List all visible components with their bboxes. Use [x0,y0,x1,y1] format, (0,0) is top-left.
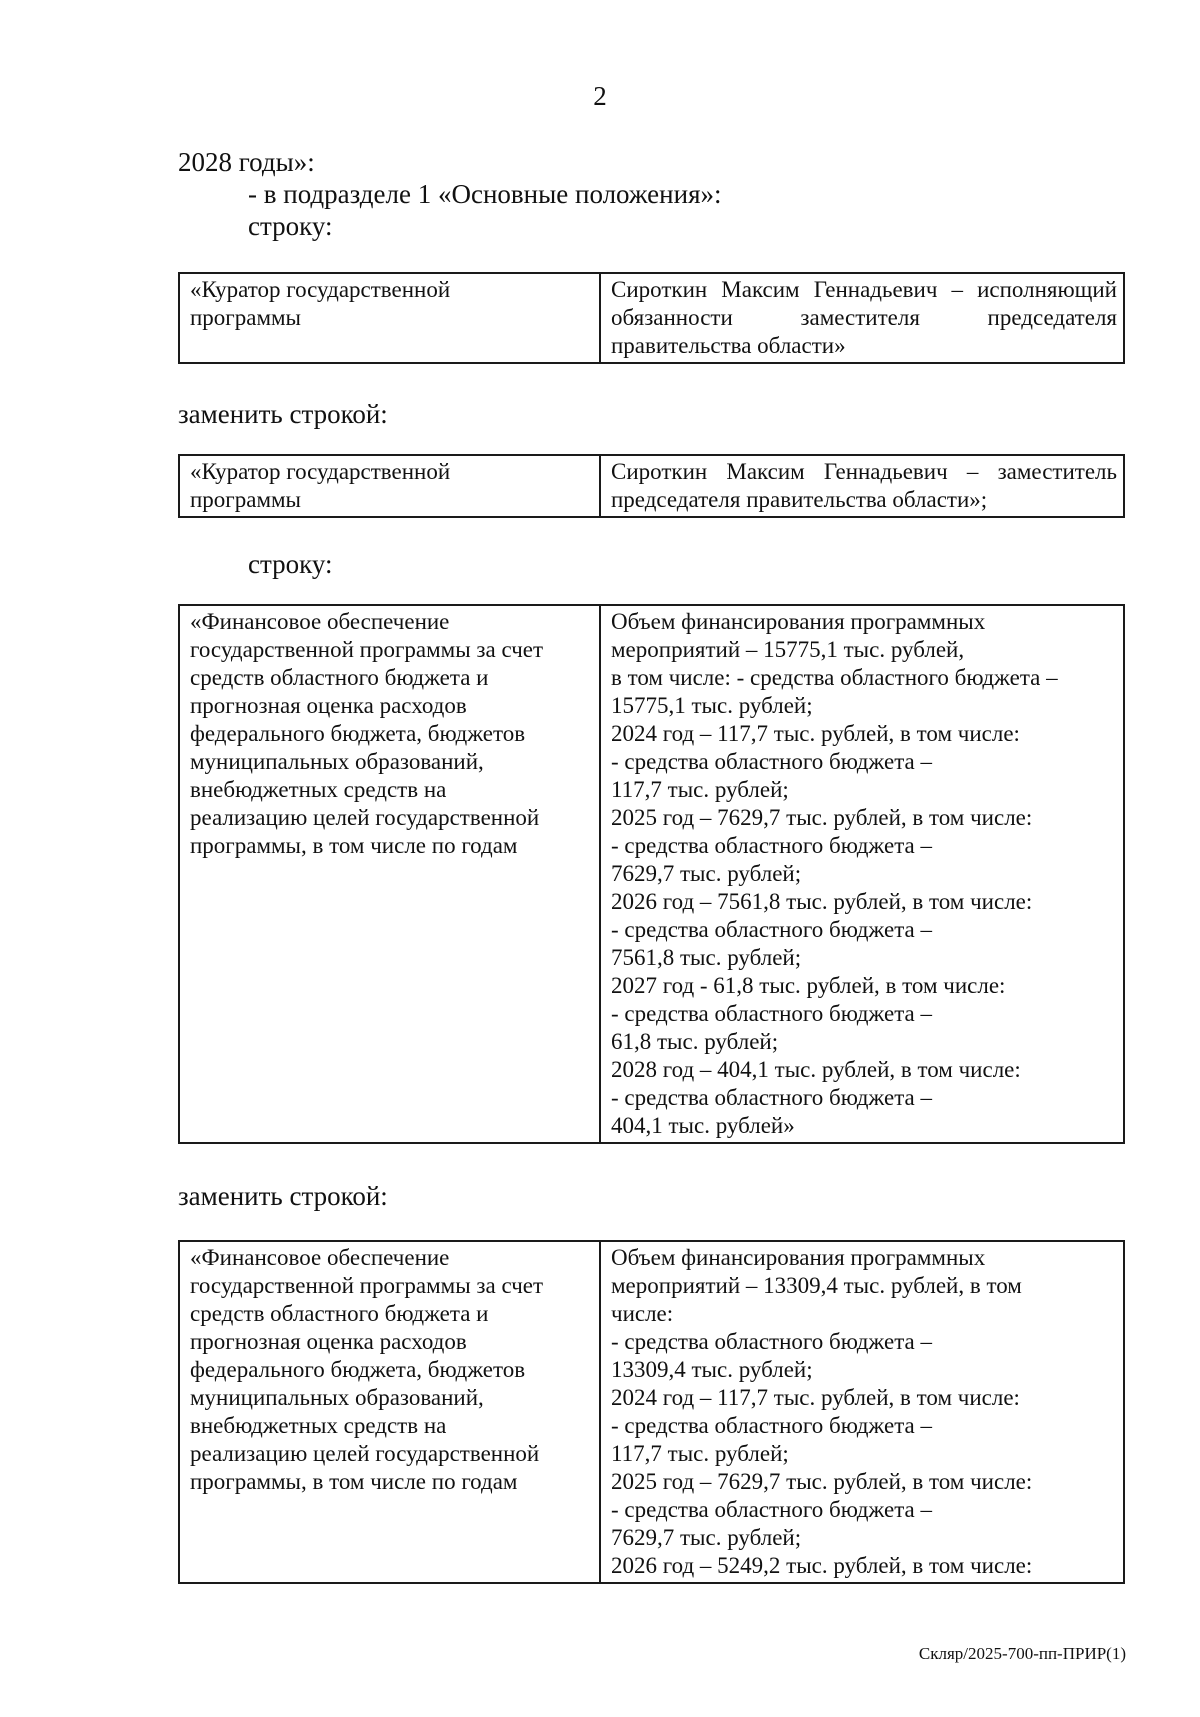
curator-value-cell [600,273,1124,363]
cell-line: Сироткин Максим Геннадьевич – заместитель [611,459,1117,484]
document-reference-code: Скляр/2025-700-пп-ПРИР(1) [918,1644,1126,1663]
cell-line: 2028 год – 404,1 тыс. рублей, в том числе: [611,1057,1021,1082]
financing-value-cell [600,605,1124,1143]
page-number: 2 [593,81,607,111]
cell-line: «Куратор государственной [190,277,451,302]
cell-line: 2026 год – 5249,2 тыс. рублей, в том числе: [611,1553,1033,1578]
cell-line: 7629,7 тыс. рублей; [611,1525,802,1550]
cell-line: 2026 год – 7561,8 тыс. рублей, в том числе: [611,889,1033,914]
cell-line: - средства областного бюджета – [611,1085,933,1110]
cell-line: - средства областного бюджета – [611,1329,933,1354]
table-row [179,273,1124,363]
cell-line: федерального бюджета, бюджетов [190,721,526,746]
cell-line: программы [190,487,302,512]
cell-line: «Финансовое обеспечение [190,1245,450,1270]
financing-label-cell [179,1241,600,1583]
cell-line: программы, в том числе по годам [190,1469,518,1494]
cell-line: «Финансовое обеспечение [190,609,450,634]
cell-line: реализацию целей государственной [190,1441,540,1466]
cell-line: - средства областного бюджета – [611,749,933,774]
table-row [179,1241,1124,1583]
cell-line: мероприятий – 13309,4 тыс. рублей, в том [611,1273,1022,1298]
cell-line: правительства области» [611,333,846,358]
replace-heading-1: заменить строкой: [178,399,388,429]
table-row [179,455,1124,517]
cell-line: программы [190,305,302,330]
cell-line: в том числе: - средства областного бюджета – [611,665,1058,690]
cell-line: - средства областного бюджета – [611,1497,933,1522]
cell-line: 2025 год – 7629,7 тыс. рублей, в том числе: [611,1469,1033,1494]
cell-line: 2025 год – 7629,7 тыс. рублей, в том числе: [611,805,1033,830]
cell-line: прогнозная оценка расходов [190,693,467,718]
cell-line: 117,7 тыс. рублей; [611,777,789,802]
curator-table-original [178,272,1125,364]
cell-line: Объем финансирования программных [611,1245,986,1270]
cell-line: 2024 год – 117,7 тыс. рублей, в том числе: [611,1385,1020,1410]
cell-line: реализацию целей государственной [190,805,540,830]
curator-label-cell [179,455,600,517]
intro-line-3: строку: [248,211,333,241]
cell-line: мероприятий – 15775,1 тыс. рублей, [611,637,965,662]
curator-value-cell [600,455,1124,517]
cell-line: государственной программы за счет [190,637,544,662]
cell-line: 117,7 тыс. рублей; [611,1441,789,1466]
cell-line: числе: [611,1301,674,1326]
cell-line: Объем финансирования программных [611,609,986,634]
cell-line: внебюджетных средств на [190,1413,447,1438]
cell-line: Сироткин Максим Геннадьевич – исполняющий [611,277,1117,302]
financing-table-original [178,604,1125,1144]
cell-line: «Куратор государственной [190,459,451,484]
cell-line: 13309,4 тыс. рублей; [611,1357,813,1382]
cell-line: прогнозная оценка расходов [190,1329,467,1354]
cell-line: 61,8 тыс. рублей; [611,1029,779,1054]
cell-line: 7561,8 тыс. рублей; [611,945,802,970]
cell-line: - средства областного бюджета – [611,1413,933,1438]
cell-line: обязанности заместителя председателя [611,305,1117,330]
cell-line: программы, в том числе по годам [190,833,518,858]
cell-line: 15775,1 тыс. рублей; [611,693,813,718]
cell-line: 2027 год - 61,8 тыс. рублей, в том числе: [611,973,1006,998]
financing-value-cell [600,1241,1124,1583]
cell-line: государственной программы за счет [190,1273,544,1298]
cell-line: муниципальных образований, [190,1385,484,1410]
cell-line: - средства областного бюджета – [611,833,933,858]
string-heading-2: строку: [248,549,333,579]
intro-line-2: - в подразделе 1 «Основные положения»: [248,179,722,209]
financing-table-replacement [178,1240,1125,1584]
cell-line: - средства областного бюджета – [611,1001,933,1026]
table-row [179,605,1124,1143]
cell-line: 7629,7 тыс. рублей; [611,861,802,886]
cell-line: муниципальных образований, [190,749,484,774]
cell-line: средств областного бюджета и [190,1301,489,1326]
financing-label-cell [179,605,600,1143]
intro-line-1: 2028 годы»: [178,147,315,177]
replace-heading-2: заменить строкой: [178,1181,388,1211]
curator-label-cell [179,273,600,363]
curator-table-replacement [178,454,1125,518]
cell-line: - средства областного бюджета – [611,917,933,942]
cell-line: средств областного бюджета и [190,665,489,690]
cell-line: 404,1 тыс. рублей» [611,1113,795,1138]
cell-line: председателя правительства области»; [611,487,988,512]
cell-line: 2024 год – 117,7 тыс. рублей, в том числе: [611,721,1020,746]
cell-line: внебюджетных средств на [190,777,447,802]
cell-line: федерального бюджета, бюджетов [190,1357,526,1382]
